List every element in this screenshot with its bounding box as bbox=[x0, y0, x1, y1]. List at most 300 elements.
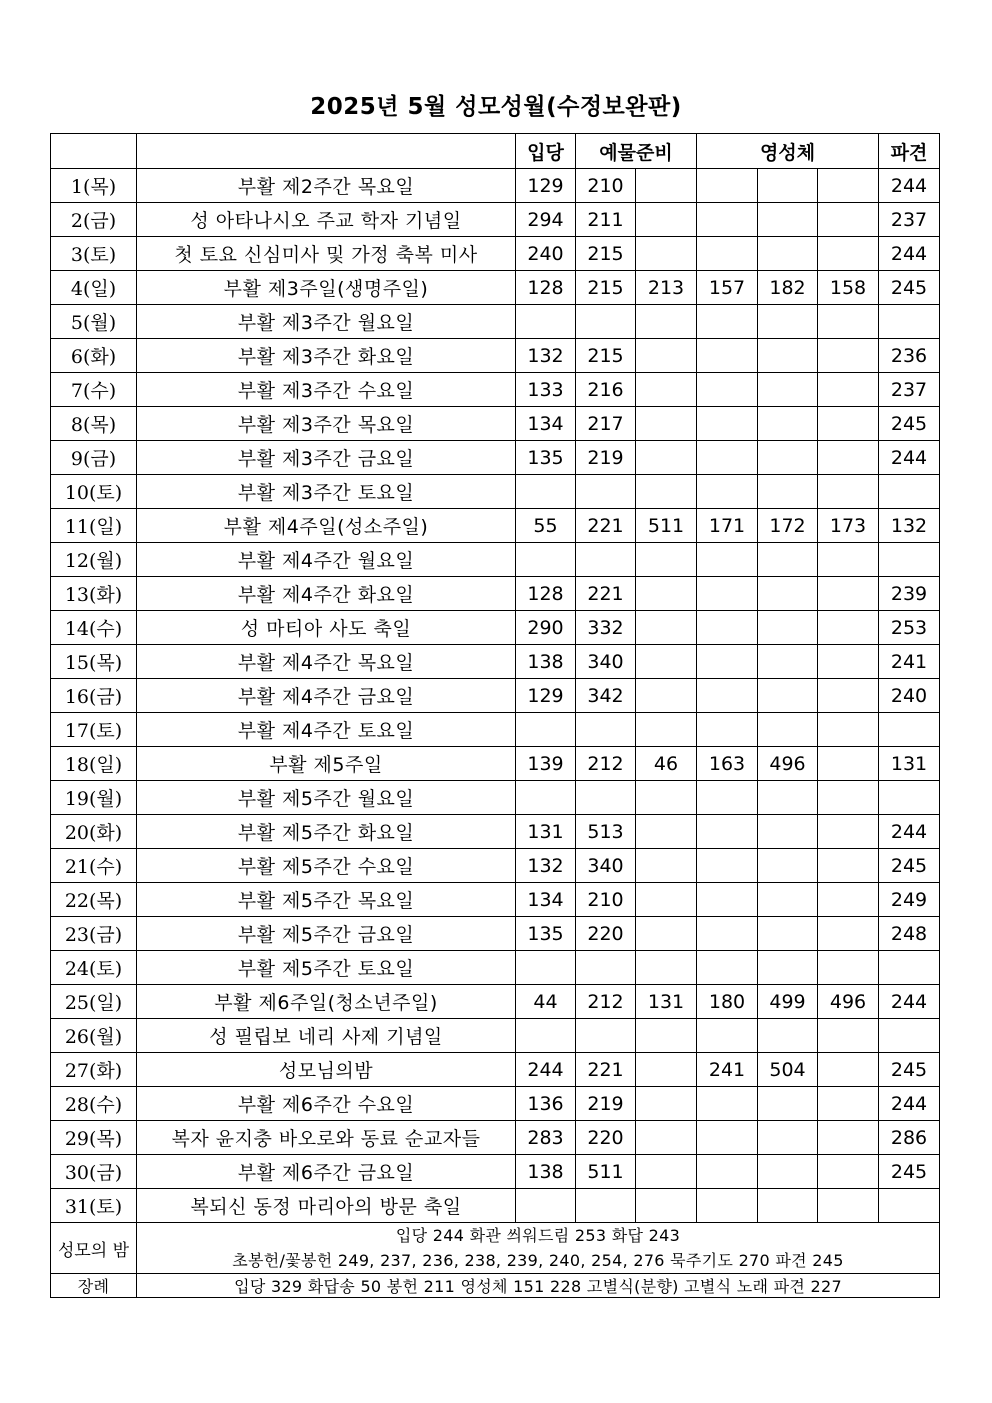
row-date: 3(토) bbox=[51, 237, 137, 271]
row-liturgy-name: 성 아타나시오 주교 학자 기념일 bbox=[137, 203, 516, 237]
row-communion-1-hymn bbox=[697, 781, 758, 815]
row-date: 22(목) bbox=[51, 883, 137, 917]
row-dismissal-hymn: 245 bbox=[879, 1155, 940, 1189]
row-date: 13(화) bbox=[51, 577, 137, 611]
row-offertory-1-hymn bbox=[576, 1189, 636, 1223]
row-communion-1-hymn bbox=[697, 169, 758, 203]
row-communion-2-hymn bbox=[758, 475, 818, 509]
table-row bbox=[51, 713, 940, 747]
row-communion-3-hymn bbox=[818, 747, 879, 781]
table-row bbox=[51, 849, 940, 883]
row-entrance-hymn: 138 bbox=[516, 645, 576, 679]
row-communion-3-hymn bbox=[818, 475, 879, 509]
row-entrance-hymn: 131 bbox=[516, 815, 576, 849]
row-communion-3-hymn bbox=[818, 1155, 879, 1189]
row-communion-1-hymn bbox=[697, 883, 758, 917]
row-liturgy-name: 첫 토요 신심미사 및 가정 축복 미사 bbox=[137, 237, 516, 271]
marian-night-line1: 입당 244 화관 씌워드림 253 화답 243 bbox=[395, 1226, 681, 1245]
row-communion-2-hymn bbox=[758, 339, 818, 373]
table-row bbox=[51, 611, 940, 645]
row-communion-1-hymn bbox=[697, 373, 758, 407]
row-offertory-2-hymn bbox=[636, 1189, 697, 1223]
row-communion-1-hymn bbox=[697, 1087, 758, 1121]
header-communion: 영성체 bbox=[697, 134, 879, 169]
row-date: 21(수) bbox=[51, 849, 137, 883]
table-row bbox=[51, 1019, 940, 1053]
row-communion-1-hymn bbox=[697, 645, 758, 679]
row-liturgy-name: 부활 제3주간 화요일 bbox=[137, 339, 516, 373]
row-dismissal-hymn: 236 bbox=[879, 339, 940, 373]
row-communion-3-hymn bbox=[818, 169, 879, 203]
row-communion-2-hymn bbox=[758, 1087, 818, 1121]
row-communion-1-hymn: 171 bbox=[697, 509, 758, 543]
row-liturgy-name: 복자 윤지충 바오로와 동료 순교자들 bbox=[137, 1121, 516, 1155]
row-entrance-hymn: 132 bbox=[516, 849, 576, 883]
row-communion-1-hymn bbox=[697, 679, 758, 713]
marian-night-hymns bbox=[137, 1223, 940, 1274]
row-dismissal-hymn: 244 bbox=[879, 441, 940, 475]
table-body bbox=[51, 169, 940, 1223]
row-offertory-2-hymn: 131 bbox=[636, 985, 697, 1019]
row-dismissal-hymn: 244 bbox=[879, 985, 940, 1019]
row-offertory-1-hymn bbox=[576, 305, 636, 339]
table-row bbox=[51, 237, 940, 271]
row-offertory-2-hymn bbox=[636, 917, 697, 951]
row-communion-3-hymn bbox=[818, 577, 879, 611]
row-communion-1-hymn bbox=[697, 849, 758, 883]
row-communion-3-hymn bbox=[818, 917, 879, 951]
row-dismissal-hymn bbox=[879, 305, 940, 339]
row-date: 29(목) bbox=[51, 1121, 137, 1155]
table-row bbox=[51, 917, 940, 951]
row-communion-2-hymn: 499 bbox=[758, 985, 818, 1019]
row-offertory-1-hymn bbox=[576, 713, 636, 747]
table-row bbox=[51, 373, 940, 407]
row-communion-2-hymn bbox=[758, 305, 818, 339]
row-liturgy-name: 부활 제5주간 토요일 bbox=[137, 951, 516, 985]
row-date: 10(토) bbox=[51, 475, 137, 509]
row-offertory-1-hymn: 342 bbox=[576, 679, 636, 713]
row-offertory-1-hymn: 215 bbox=[576, 237, 636, 271]
row-communion-2-hymn bbox=[758, 237, 818, 271]
row-offertory-2-hymn bbox=[636, 815, 697, 849]
row-liturgy-name: 부활 제4주간 목요일 bbox=[137, 645, 516, 679]
table-row bbox=[51, 407, 940, 441]
row-offertory-2-hymn bbox=[636, 1121, 697, 1155]
row-dismissal-hymn: 244 bbox=[879, 815, 940, 849]
row-offertory-1-hymn: 215 bbox=[576, 271, 636, 305]
row-communion-1-hymn bbox=[697, 713, 758, 747]
row-liturgy-name: 부활 제3주간 수요일 bbox=[137, 373, 516, 407]
row-offertory-1-hymn: 340 bbox=[576, 645, 636, 679]
row-dismissal-hymn bbox=[879, 1189, 940, 1223]
row-offertory-2-hymn bbox=[636, 577, 697, 611]
table-row bbox=[51, 509, 940, 543]
row-entrance-hymn bbox=[516, 781, 576, 815]
row-offertory-2-hymn bbox=[636, 1053, 697, 1087]
row-liturgy-name: 부활 제4주간 금요일 bbox=[137, 679, 516, 713]
row-communion-1-hymn bbox=[697, 203, 758, 237]
row-entrance-hymn: 55 bbox=[516, 509, 576, 543]
table-row bbox=[51, 951, 940, 985]
row-communion-3-hymn bbox=[818, 1087, 879, 1121]
row-date: 6(화) bbox=[51, 339, 137, 373]
row-offertory-1-hymn: 219 bbox=[576, 1087, 636, 1121]
row-dismissal-hymn: 241 bbox=[879, 645, 940, 679]
row-communion-2-hymn bbox=[758, 441, 818, 475]
row-communion-1-hymn bbox=[697, 1121, 758, 1155]
row-offertory-1-hymn: 340 bbox=[576, 849, 636, 883]
row-offertory-1-hymn: 212 bbox=[576, 985, 636, 1019]
row-entrance-hymn: 133 bbox=[516, 373, 576, 407]
table-row bbox=[51, 441, 940, 475]
row-dismissal-hymn: 131 bbox=[879, 747, 940, 781]
row-dismissal-hymn: 286 bbox=[879, 1121, 940, 1155]
row-offertory-1-hymn: 210 bbox=[576, 883, 636, 917]
row-date: 15(목) bbox=[51, 645, 137, 679]
row-communion-3-hymn bbox=[818, 339, 879, 373]
row-communion-3-hymn bbox=[818, 441, 879, 475]
row-entrance-hymn: 139 bbox=[516, 747, 576, 781]
table-row bbox=[51, 815, 940, 849]
table-row bbox=[51, 883, 940, 917]
row-communion-3-hymn bbox=[818, 1189, 879, 1223]
funeral-hymns: 입당 329 화답송 50 봉헌 211 영성체 151 228 고별식(분향) 고별식 노래 파견 227 bbox=[137, 1274, 940, 1298]
table-row bbox=[51, 985, 940, 1019]
row-communion-2-hymn bbox=[758, 815, 818, 849]
row-entrance-hymn: 129 bbox=[516, 169, 576, 203]
row-date: 2(금) bbox=[51, 203, 137, 237]
table-row bbox=[51, 1155, 940, 1189]
row-communion-1-hymn: 157 bbox=[697, 271, 758, 305]
table-row bbox=[51, 1189, 940, 1223]
row-communion-1-hymn bbox=[697, 577, 758, 611]
row-communion-2-hymn bbox=[758, 951, 818, 985]
table-header-row bbox=[51, 134, 940, 169]
row-communion-2-hymn bbox=[758, 781, 818, 815]
row-liturgy-name: 부활 제4주간 토요일 bbox=[137, 713, 516, 747]
row-offertory-2-hymn bbox=[636, 169, 697, 203]
table-row bbox=[51, 475, 940, 509]
row-offertory-1-hymn: 221 bbox=[576, 577, 636, 611]
row-communion-3-hymn bbox=[818, 713, 879, 747]
row-liturgy-name: 부활 제6주일(청소년주일) bbox=[137, 985, 516, 1019]
row-dismissal-hymn bbox=[879, 713, 940, 747]
row-offertory-2-hymn bbox=[636, 203, 697, 237]
row-liturgy-name: 복되신 동정 마리아의 방문 축일 bbox=[137, 1189, 516, 1223]
row-offertory-2-hymn bbox=[636, 951, 697, 985]
row-communion-3-hymn: 173 bbox=[818, 509, 879, 543]
row-offertory-2-hymn bbox=[636, 679, 697, 713]
row-liturgy-name: 부활 제4주간 화요일 bbox=[137, 577, 516, 611]
header-entrance: 입당 bbox=[516, 134, 576, 169]
row-communion-1-hymn bbox=[697, 815, 758, 849]
row-communion-3-hymn bbox=[818, 645, 879, 679]
row-communion-2-hymn bbox=[758, 679, 818, 713]
row-offertory-1-hymn: 217 bbox=[576, 407, 636, 441]
row-dismissal-hymn bbox=[879, 475, 940, 509]
row-entrance-hymn: 294 bbox=[516, 203, 576, 237]
row-dismissal-hymn: 245 bbox=[879, 1053, 940, 1087]
row-date: 24(토) bbox=[51, 951, 137, 985]
row-communion-1-hymn bbox=[697, 1019, 758, 1053]
row-liturgy-name: 부활 제2주간 목요일 bbox=[137, 169, 516, 203]
row-liturgy-name: 부활 제5주간 목요일 bbox=[137, 883, 516, 917]
row-communion-1-hymn bbox=[697, 917, 758, 951]
row-dismissal-hymn: 237 bbox=[879, 203, 940, 237]
row-communion-2-hymn bbox=[758, 611, 818, 645]
row-entrance-hymn bbox=[516, 543, 576, 577]
row-offertory-2-hymn bbox=[636, 339, 697, 373]
row-liturgy-name: 부활 제5주간 금요일 bbox=[137, 917, 516, 951]
row-date: 28(수) bbox=[51, 1087, 137, 1121]
row-date: 23(금) bbox=[51, 917, 137, 951]
row-communion-2-hymn: 172 bbox=[758, 509, 818, 543]
row-communion-1-hymn bbox=[697, 1155, 758, 1189]
row-communion-3-hymn bbox=[818, 543, 879, 577]
row-offertory-2-hymn bbox=[636, 713, 697, 747]
row-entrance-hymn bbox=[516, 713, 576, 747]
row-communion-2-hymn: 496 bbox=[758, 747, 818, 781]
row-date: 1(목) bbox=[51, 169, 137, 203]
table-row bbox=[51, 679, 940, 713]
row-date: 9(금) bbox=[51, 441, 137, 475]
table-row bbox=[51, 305, 940, 339]
row-communion-1-hymn bbox=[697, 305, 758, 339]
row-communion-3-hymn bbox=[818, 305, 879, 339]
table-row bbox=[51, 781, 940, 815]
row-communion-1-hymn bbox=[697, 475, 758, 509]
row-date: 26(월) bbox=[51, 1019, 137, 1053]
row-offertory-2-hymn: 511 bbox=[636, 509, 697, 543]
table-row bbox=[51, 543, 940, 577]
row-communion-3-hymn bbox=[818, 407, 879, 441]
row-date: 19(월) bbox=[51, 781, 137, 815]
row-communion-1-hymn bbox=[697, 407, 758, 441]
row-date: 4(일) bbox=[51, 271, 137, 305]
row-entrance-hymn: 135 bbox=[516, 917, 576, 951]
row-date: 31(토) bbox=[51, 1189, 137, 1223]
row-offertory-1-hymn: 212 bbox=[576, 747, 636, 781]
row-offertory-1-hymn bbox=[576, 781, 636, 815]
row-offertory-1-hymn: 221 bbox=[576, 1053, 636, 1087]
row-communion-2-hymn bbox=[758, 849, 818, 883]
row-communion-3-hymn: 158 bbox=[818, 271, 879, 305]
row-offertory-1-hymn: 210 bbox=[576, 169, 636, 203]
row-liturgy-name: 부활 제3주간 토요일 bbox=[137, 475, 516, 509]
row-entrance-hymn: 244 bbox=[516, 1053, 576, 1087]
table-row bbox=[51, 577, 940, 611]
row-dismissal-hymn: 245 bbox=[879, 849, 940, 883]
row-date: 12(월) bbox=[51, 543, 137, 577]
row-dismissal-hymn bbox=[879, 781, 940, 815]
row-offertory-2-hymn bbox=[636, 441, 697, 475]
table-row bbox=[51, 271, 940, 305]
row-entrance-hymn: 129 bbox=[516, 679, 576, 713]
table-row bbox=[51, 169, 940, 203]
row-liturgy-name: 부활 제6주간 수요일 bbox=[137, 1087, 516, 1121]
table-row bbox=[51, 339, 940, 373]
row-offertory-1-hymn: 211 bbox=[576, 203, 636, 237]
row-entrance-hymn bbox=[516, 951, 576, 985]
row-communion-2-hymn: 182 bbox=[758, 271, 818, 305]
row-offertory-2-hymn bbox=[636, 543, 697, 577]
row-offertory-2-hymn bbox=[636, 407, 697, 441]
row-offertory-1-hymn: 219 bbox=[576, 441, 636, 475]
table-row bbox=[51, 747, 940, 781]
row-communion-1-hymn: 163 bbox=[697, 747, 758, 781]
row-communion-2-hymn bbox=[758, 203, 818, 237]
funeral-label: 장례 bbox=[51, 1274, 137, 1298]
row-communion-1-hymn bbox=[697, 1189, 758, 1223]
row-offertory-2-hymn: 46 bbox=[636, 747, 697, 781]
row-offertory-2-hymn bbox=[636, 373, 697, 407]
row-communion-1-hymn: 241 bbox=[697, 1053, 758, 1087]
row-entrance-hymn: 240 bbox=[516, 237, 576, 271]
row-communion-3-hymn bbox=[818, 1121, 879, 1155]
row-date: 7(수) bbox=[51, 373, 137, 407]
row-dismissal-hymn: 248 bbox=[879, 917, 940, 951]
row-liturgy-name: 부활 제3주간 목요일 bbox=[137, 407, 516, 441]
row-entrance-hymn bbox=[516, 305, 576, 339]
row-communion-2-hymn bbox=[758, 169, 818, 203]
row-liturgy-name: 성모님의밤 bbox=[137, 1053, 516, 1087]
funeral-row bbox=[51, 1274, 940, 1298]
row-dismissal-hymn bbox=[879, 951, 940, 985]
row-offertory-2-hymn: 213 bbox=[636, 271, 697, 305]
row-liturgy-name: 부활 제3주간 월요일 bbox=[137, 305, 516, 339]
row-communion-2-hymn bbox=[758, 373, 818, 407]
row-offertory-1-hymn bbox=[576, 543, 636, 577]
row-liturgy-name: 부활 제5주간 화요일 bbox=[137, 815, 516, 849]
row-liturgy-name: 부활 제5주일 bbox=[137, 747, 516, 781]
row-offertory-1-hymn: 221 bbox=[576, 509, 636, 543]
row-dismissal-hymn: 253 bbox=[879, 611, 940, 645]
row-date: 27(화) bbox=[51, 1053, 137, 1087]
row-entrance-hymn: 136 bbox=[516, 1087, 576, 1121]
row-offertory-2-hymn bbox=[636, 1019, 697, 1053]
marian-night-label: 성모의 밤 bbox=[51, 1223, 137, 1274]
row-liturgy-name: 부활 제3주간 금요일 bbox=[137, 441, 516, 475]
row-offertory-2-hymn bbox=[636, 475, 697, 509]
row-offertory-2-hymn bbox=[636, 1155, 697, 1189]
row-date: 17(토) bbox=[51, 713, 137, 747]
row-date: 16(금) bbox=[51, 679, 137, 713]
row-entrance-hymn bbox=[516, 1189, 576, 1223]
header-dismissal: 파견 bbox=[879, 134, 940, 169]
row-communion-2-hymn bbox=[758, 713, 818, 747]
row-communion-3-hymn bbox=[818, 679, 879, 713]
table-row bbox=[51, 203, 940, 237]
row-communion-3-hymn bbox=[818, 611, 879, 645]
row-entrance-hymn bbox=[516, 475, 576, 509]
row-offertory-1-hymn: 332 bbox=[576, 611, 636, 645]
row-entrance-hymn: 138 bbox=[516, 1155, 576, 1189]
table-row bbox=[51, 1121, 940, 1155]
row-date: 8(목) bbox=[51, 407, 137, 441]
row-offertory-2-hymn bbox=[636, 645, 697, 679]
page-title: 2025년 5월 성모성월(수정보완판) bbox=[310, 94, 682, 120]
row-entrance-hymn: 44 bbox=[516, 985, 576, 1019]
row-offertory-1-hymn: 216 bbox=[576, 373, 636, 407]
row-entrance-hymn: 290 bbox=[516, 611, 576, 645]
row-communion-3-hymn bbox=[818, 1053, 879, 1087]
row-dismissal-hymn: 249 bbox=[879, 883, 940, 917]
row-liturgy-name: 성 필립보 네리 사제 기념일 bbox=[137, 1019, 516, 1053]
row-communion-3-hymn bbox=[818, 237, 879, 271]
table-row bbox=[51, 1053, 940, 1087]
row-offertory-2-hymn bbox=[636, 237, 697, 271]
row-communion-1-hymn bbox=[697, 951, 758, 985]
row-entrance-hymn: 283 bbox=[516, 1121, 576, 1155]
row-communion-3-hymn: 496 bbox=[818, 985, 879, 1019]
row-communion-1-hymn bbox=[697, 441, 758, 475]
row-communion-2-hymn bbox=[758, 407, 818, 441]
row-communion-2-hymn bbox=[758, 577, 818, 611]
row-communion-1-hymn bbox=[697, 237, 758, 271]
row-offertory-2-hymn bbox=[636, 305, 697, 339]
row-offertory-1-hymn: 511 bbox=[576, 1155, 636, 1189]
row-communion-1-hymn bbox=[697, 611, 758, 645]
hymn-schedule-table bbox=[50, 133, 940, 1298]
row-liturgy-name: 부활 제5주간 수요일 bbox=[137, 849, 516, 883]
row-communion-2-hymn bbox=[758, 1155, 818, 1189]
row-liturgy-name: 부활 제5주간 월요일 bbox=[137, 781, 516, 815]
row-date: 11(일) bbox=[51, 509, 137, 543]
row-communion-3-hymn bbox=[818, 203, 879, 237]
row-dismissal-hymn: 244 bbox=[879, 169, 940, 203]
row-communion-2-hymn bbox=[758, 1121, 818, 1155]
row-communion-3-hymn bbox=[818, 1019, 879, 1053]
row-communion-2-hymn bbox=[758, 917, 818, 951]
row-offertory-2-hymn bbox=[636, 611, 697, 645]
row-entrance-hymn: 134 bbox=[516, 883, 576, 917]
row-date: 20(화) bbox=[51, 815, 137, 849]
row-dismissal-hymn: 237 bbox=[879, 373, 940, 407]
row-dismissal-hymn: 245 bbox=[879, 407, 940, 441]
row-communion-3-hymn bbox=[818, 815, 879, 849]
row-dismissal-hymn: 239 bbox=[879, 577, 940, 611]
header-name bbox=[137, 134, 516, 169]
row-communion-3-hymn bbox=[818, 781, 879, 815]
row-communion-3-hymn bbox=[818, 951, 879, 985]
row-communion-2-hymn bbox=[758, 645, 818, 679]
row-dismissal-hymn bbox=[879, 543, 940, 577]
row-offertory-1-hymn bbox=[576, 951, 636, 985]
row-communion-1-hymn bbox=[697, 339, 758, 373]
row-dismissal-hymn bbox=[879, 1019, 940, 1053]
row-offertory-2-hymn bbox=[636, 883, 697, 917]
row-dismissal-hymn: 132 bbox=[879, 509, 940, 543]
row-offertory-1-hymn bbox=[576, 475, 636, 509]
row-liturgy-name: 성 마티아 사도 축일 bbox=[137, 611, 516, 645]
row-offertory-2-hymn bbox=[636, 849, 697, 883]
row-liturgy-name: 부활 제4주간 월요일 bbox=[137, 543, 516, 577]
row-entrance-hymn: 135 bbox=[516, 441, 576, 475]
table-row bbox=[51, 645, 940, 679]
row-date: 14(수) bbox=[51, 611, 137, 645]
row-date: 18(일) bbox=[51, 747, 137, 781]
row-communion-2-hymn bbox=[758, 1189, 818, 1223]
row-offertory-1-hymn: 220 bbox=[576, 1121, 636, 1155]
row-communion-2-hymn bbox=[758, 543, 818, 577]
row-dismissal-hymn: 245 bbox=[879, 271, 940, 305]
table-row bbox=[51, 1087, 940, 1121]
row-dismissal-hymn: 244 bbox=[879, 237, 940, 271]
row-entrance-hymn: 134 bbox=[516, 407, 576, 441]
row-communion-3-hymn bbox=[818, 883, 879, 917]
row-offertory-2-hymn bbox=[636, 781, 697, 815]
